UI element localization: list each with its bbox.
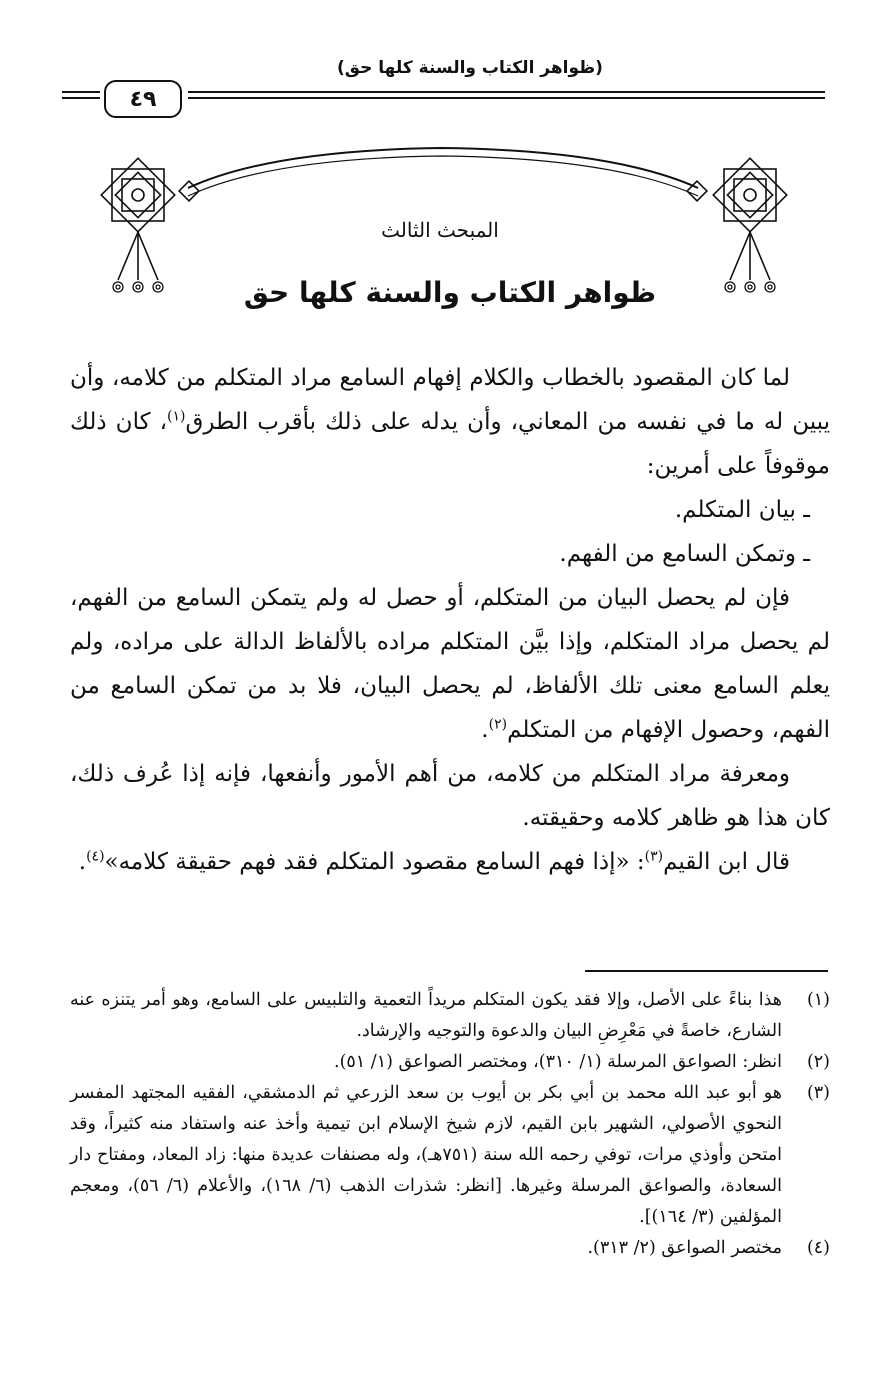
footnote-number: (١) bbox=[806, 990, 830, 1010]
footnote-text: انظر: الصواعق المرسلة (١/ ٣١٠)، ومختصر الصواعق (١/ ٥١). bbox=[334, 1052, 782, 1072]
header-rule-left-bottom bbox=[62, 97, 100, 99]
list-item: ـ وتمكن السامع من الفهم. bbox=[559, 541, 810, 567]
footnote-text: هو أبو عبد الله محمد بن أبي بكر بن أيوب بن سعد الزرعي ثم الدمشقي، الفقيه المجتهد المفسر النحوي الأصولي، الشهير بابن القيم، لازم شيخ الإسلام ابن تيمية وأخذ عنه واستفاد منه كثيراً، وقد امتحن وأوذي مرات، توفي رحمه الله سنة (٧٥١هـ)، وله مصنفات عديدة منها: زاد المعاد، ومفتاح دار السعادة، والصواعق المرسلة وغيرها. [انظر: شذرات الذهب (٦/ ١٦٨)، والأعلام (٦/ ٥٦)، ومعجم المؤلفين (٣/ ١٦٤)]. bbox=[70, 1083, 782, 1227]
footnote-separator bbox=[585, 970, 828, 972]
footnote-text: مختصر الصواعق (٢/ ٣١٣). bbox=[587, 1238, 782, 1258]
chapter-title: ظواهر الكتاب والسنة كلها حق bbox=[243, 276, 657, 309]
footnote-ref[interactable]: (٣) bbox=[644, 848, 664, 865]
paragraph-1: لما كان المقصود بالخطاب والكلام إفهام السامع مراد المتكلم من كلامه، وأن يبين له ما في نفسه من المعاني، وأن يدله على ذلك بأقرب الطرق$^{(١)}$، كان ذلك موقوفاً على أمرين: bbox=[70, 365, 830, 479]
section-label: المبحث الثالث bbox=[381, 218, 499, 242]
running-title: (ظواهر الكتاب والسنة كلها حق) bbox=[337, 58, 603, 78]
footnote-number: (٤) bbox=[806, 1238, 830, 1258]
page-number: ٤٩ bbox=[104, 80, 182, 118]
paragraph-2: فإن لم يحصل البيان من المتكلم، أو حصل له ولم يتمكن السامع من الفهم، لم يحصل مراد المتكلم، وإذا بيَّن المتكلم مراده بالألفاظ الدالة على مراده، ولم يعلم السامع معنى تلك الألفاظ، لم يحصل البيان، فلا بد من تمكن السامع من الفهم، وحصول الإفهام من المتكلم$^{(٢)}$. bbox=[70, 585, 830, 743]
list-item: ـ بيان المتكلم. bbox=[674, 497, 810, 523]
footnote-ref[interactable]: (٢) bbox=[488, 716, 508, 733]
footnote bbox=[70, 1078, 830, 1233]
footnote-number: (٢) bbox=[806, 1052, 830, 1072]
footnote-number: (٣) bbox=[806, 1083, 830, 1103]
footnote bbox=[70, 985, 830, 1047]
paragraph-4: قال ابن القيم$^{(٣)}$: «إذا فهم السامع مقصود المتكلم فقد فهم حقيقة كلامه»$^{(٤)}$. bbox=[78, 848, 790, 875]
footnote bbox=[70, 1047, 830, 1078]
body-text bbox=[70, 356, 830, 884]
footnote-text: هذا بناءً على الأصل، وإلا فقد يكون المتكلم مريداً التعمية والتلبيس على السامع، وهو أمر يتنزه عنه الشارع، خاصةً في مَعْرِضِ البيان والدعوة والتوجيه والإرشاد. bbox=[70, 990, 782, 1041]
footnote-ref[interactable]: (١) bbox=[167, 408, 186, 425]
footnote-ref[interactable]: (٤) bbox=[86, 848, 105, 865]
header-rule-left-top bbox=[62, 91, 100, 93]
footnotes bbox=[70, 985, 830, 1264]
paragraph-3: ومعرفة مراد المتكلم من كلامه، من أهم الأمور وأنفعها، فإنه إذا عُرف ذلك، كان هذا هو ظاهر كلامه وحقيقته. bbox=[70, 761, 830, 831]
header-rule-bottom bbox=[188, 97, 825, 99]
footnote bbox=[70, 1233, 830, 1264]
header-rule-top bbox=[188, 91, 825, 93]
